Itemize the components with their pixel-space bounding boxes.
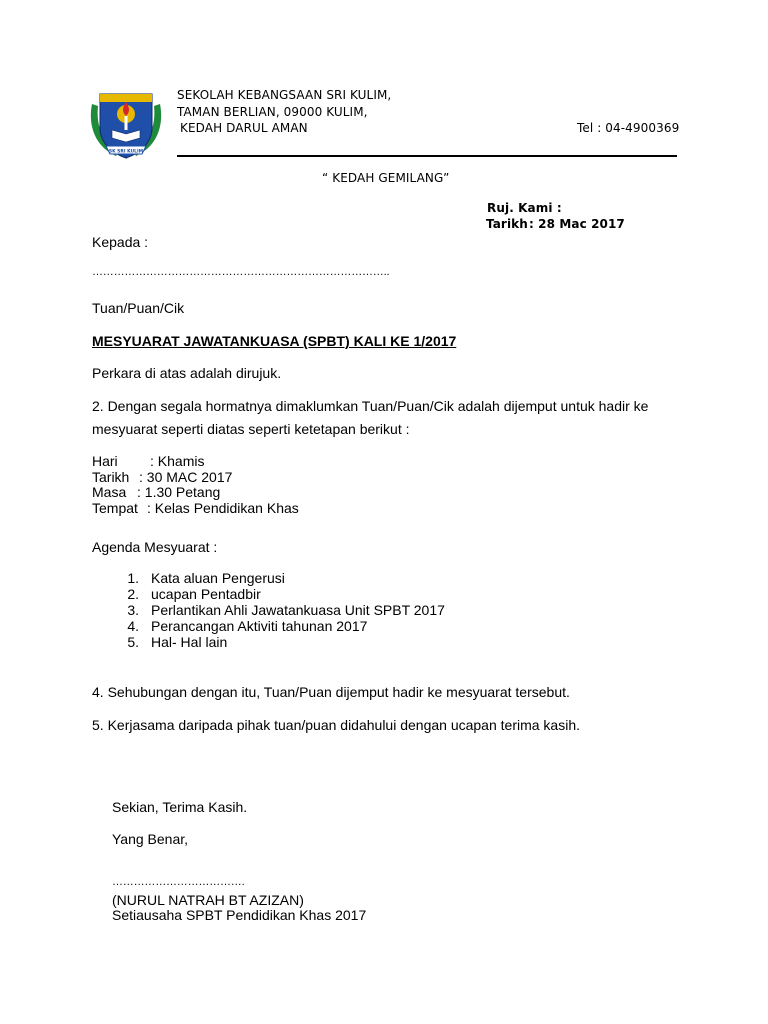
detail-value: : Kelas Pendidikan Khas [147,499,299,516]
school-address-line: TAMAN BERLIAN, 09000 KULIM, [177,105,368,119]
agenda-item [115,634,535,650]
agenda-item [115,570,535,586]
letter-title: MESYUARAT JAWATANKUASA (SPBT) KALI KE 1/2017 [92,333,457,349]
detail-value: : 1.30 Petang [137,484,221,500]
recipient-dotted-line: ……………………………………………………………………….. [92,266,390,278]
crest-banner-text: SK SRI KULIM [108,149,144,155]
detail-value: : Khamis [150,453,205,469]
paragraph-2-line-1: 2. Dengan segala hormatnya dimaklumkan Tuan/Puan/Cik adalah dijemput untuk hadir ke [92,398,649,414]
agenda-item-text: Kata aluan Pengerusi [151,570,285,586]
agenda-item-text: Hal- Hal lain [151,634,228,650]
agenda-item-number: 2. [127,586,139,602]
signature-line: ………………………………. [112,876,245,888]
agenda-item [115,586,535,602]
paragraph-2-line-2: mesyuarat seperti diatas seperti ketetapan berikut : [92,421,410,437]
agenda-item-number: 1. [127,570,139,586]
agenda-title: Agenda Mesyuarat : [92,539,218,555]
detail-tarikh [92,469,299,485]
detail-value: : 30 MAC 2017 [139,468,233,485]
detail-masa [92,484,299,500]
agenda-item [115,602,535,618]
detail-tempat [92,500,299,516]
school-state: KEDAH DARUL AMAN [180,121,308,135]
agenda-item-number: 4. [127,618,139,634]
agenda-item-number: 3. [127,602,139,618]
recipient-label: Kepada : [92,234,149,250]
paragraph-4: 4. Sehubungan dengan itu, Tuan/Puan dijemput hadir ke mesyuarat tersebut. [92,684,570,700]
paragraph-1: Perkara di atas adalah dirujuk. [92,365,282,381]
closing-thanks: Sekian, Terima Kasih. [112,799,248,815]
detail-label: Tempat [92,499,138,516]
agenda-item-text: ucapan Pentadbir [151,586,261,602]
motto: “ KEDAH GEMILANG” [322,171,450,185]
salutation: Tuan/Puan/Cik [92,300,185,316]
signatory-position: Setiausaha SPBT Pendidikan Khas 2017 [112,907,367,923]
school-crest-logo [86,84,166,164]
meeting-details [92,453,299,515]
date-value: : 28 Mac 2017 [529,217,625,231]
detail-hari [92,453,299,469]
closing-yang-benar: Yang Benar, [112,831,189,847]
agenda-list [115,570,535,650]
reference-label: Ruj. Kami : [487,201,562,215]
paragraph-5: 5. Kerjasama daripada pihak tuan/puan didahului dengan ucapan terima kasih. [92,717,581,733]
agenda-item [115,618,535,634]
date-label: Tarikh [486,217,528,231]
agenda-item-number: 5. [127,634,139,650]
school-name: SEKOLAH KEBANGSAAN SRI KULIM, [177,88,392,102]
shield-top-band [100,94,152,102]
detail-label: Tarikh [92,468,130,485]
signatory-name: (NURUL NATRAH BT AZIZAN) [112,892,304,908]
agenda-item-text: Perancangan Aktiviti tahunan 2017 [151,618,368,634]
detail-label: Hari [92,453,118,469]
header-divider [177,155,677,157]
phone-number: Tel : 04-4900369 [577,121,680,135]
detail-label: Masa [92,484,127,500]
agenda-item-text: Perlantikan Ahli Jawatankuasa Unit SPBT 2017 [151,602,445,618]
torch-handle [125,116,128,130]
